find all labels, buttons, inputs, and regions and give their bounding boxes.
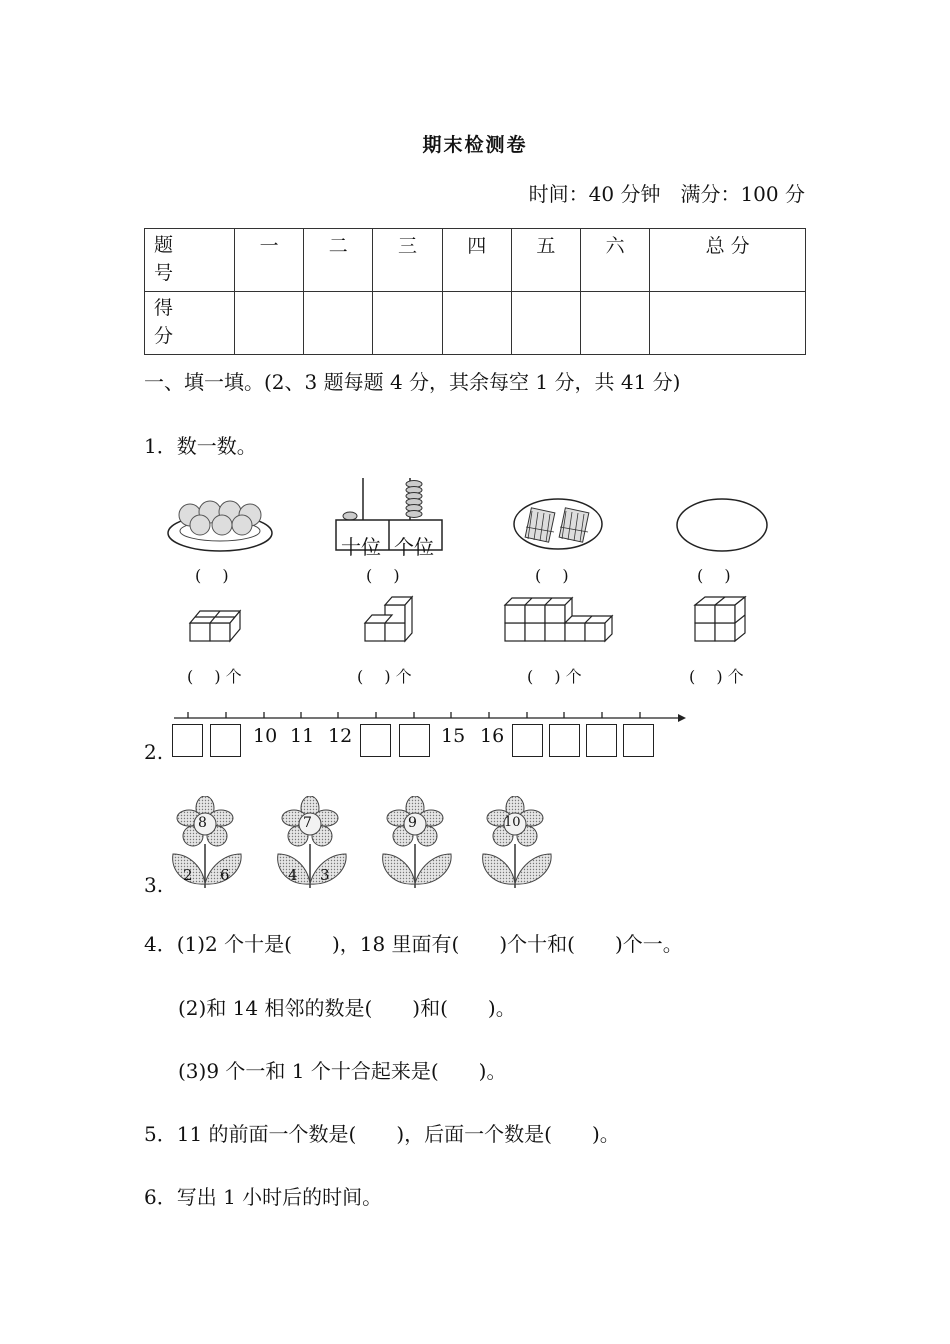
q1-pictures <box>160 475 800 565</box>
number-line-box[interactable] <box>549 724 580 757</box>
number-line-box[interactable] <box>210 724 241 757</box>
number-line-box[interactable] <box>512 724 543 757</box>
flower-leaf-number: 6 <box>220 866 230 884</box>
q1-cube-blank[interactable]: ( ) 个 <box>689 667 744 686</box>
number-line-box[interactable] <box>623 724 654 757</box>
score-cell[interactable] <box>581 292 650 355</box>
number-line-box[interactable] <box>172 724 203 757</box>
abacus-ones-label: 个位 <box>394 535 434 559</box>
flower-center-number: 8 <box>198 815 207 831</box>
number-line-label: 15 <box>441 725 466 747</box>
col-1: 一 <box>235 229 304 292</box>
col-2: 二 <box>304 229 373 292</box>
cube-stack-3 <box>505 598 612 641</box>
q2-label: 2. <box>144 740 164 764</box>
time-score-info: 时间：40 分钟 满分：100 分 <box>528 182 805 206</box>
score-table-header-row <box>145 229 806 292</box>
cube-stack-4 <box>695 597 745 641</box>
score-cell[interactable] <box>304 292 373 355</box>
col-6: 六 <box>581 229 650 292</box>
number-line-label: 12 <box>328 725 353 747</box>
score-table-score-row <box>145 292 806 355</box>
number-line-box[interactable] <box>399 724 430 757</box>
score-table <box>144 228 806 355</box>
q1-label: 1．数一数。 <box>144 434 257 458</box>
stick-bundles-image <box>514 499 602 549</box>
row-label-defen: 得 分 <box>145 292 235 355</box>
flower-4 <box>483 796 552 888</box>
q1-cube-blank[interactable]: ( ) 个 <box>187 667 242 686</box>
empty-oval <box>677 499 767 551</box>
q6-text: 6．写出 1 小时后的时间。 <box>144 1185 383 1209</box>
q1-answer-blank[interactable]: ( ) <box>697 566 731 585</box>
col-4: 四 <box>442 229 511 292</box>
q5-text: 5．11 的前面一个数是( )，后面一个数是( )。 <box>144 1122 620 1146</box>
q3-label: 3. <box>144 873 164 897</box>
score-cell[interactable] <box>650 292 806 355</box>
q1-cube-blank[interactable]: ( ) 个 <box>527 667 582 686</box>
q1-answer-blank[interactable]: ( ) <box>366 566 400 585</box>
number-line-box[interactable] <box>360 724 391 757</box>
score-cell[interactable] <box>235 292 304 355</box>
section1-heading: 一、填一填。(2、3 题每题 4 分，其余每空 1 分，共 41 分) <box>144 370 681 394</box>
page-title: 期末检测卷 <box>422 134 528 156</box>
flower-leaf-number: 4 <box>288 866 298 884</box>
col-5: 五 <box>511 229 580 292</box>
number-line-box[interactable] <box>586 724 617 757</box>
q1-cube-blank[interactable]: ( ) 个 <box>357 667 412 686</box>
flower-3 <box>383 796 452 888</box>
q1-cubes <box>180 595 780 655</box>
col-total: 总 分 <box>650 229 806 292</box>
abacus-tens-label: 十位 <box>341 535 381 559</box>
col-3: 三 <box>373 229 442 292</box>
cube-stack-1 <box>190 611 240 641</box>
number-line-label: 16 <box>480 725 505 747</box>
flower-leaf-number: 2 <box>183 866 193 884</box>
q4-line1: 4．(1)2 个十是( )，18 里面有( )个十和( )个一。 <box>144 932 683 956</box>
score-cell[interactable] <box>442 292 511 355</box>
row-label-tihao: 题 号 <box>145 229 235 292</box>
number-line-label: 10 <box>253 725 278 747</box>
q1-answer-blank[interactable]: ( ) <box>535 566 569 585</box>
flower-center-number: 10 <box>504 815 521 830</box>
q4-line3: (3)9 个一和 1 个十合起来是( )。 <box>178 1059 507 1083</box>
flower-center-number: 9 <box>408 815 417 831</box>
q1-answer-blank[interactable]: ( ) <box>195 566 229 585</box>
cube-stack-2 <box>365 597 412 641</box>
number-line-label: 11 <box>290 725 315 747</box>
q4-line2: (2)和 14 相邻的数是( )和( )。 <box>178 996 516 1020</box>
score-cell[interactable] <box>511 292 580 355</box>
plate-of-peaches-image <box>168 501 272 551</box>
flower-center-number: 7 <box>303 815 312 831</box>
score-cell[interactable] <box>373 292 442 355</box>
flower-leaf-number: 3 <box>320 866 330 884</box>
